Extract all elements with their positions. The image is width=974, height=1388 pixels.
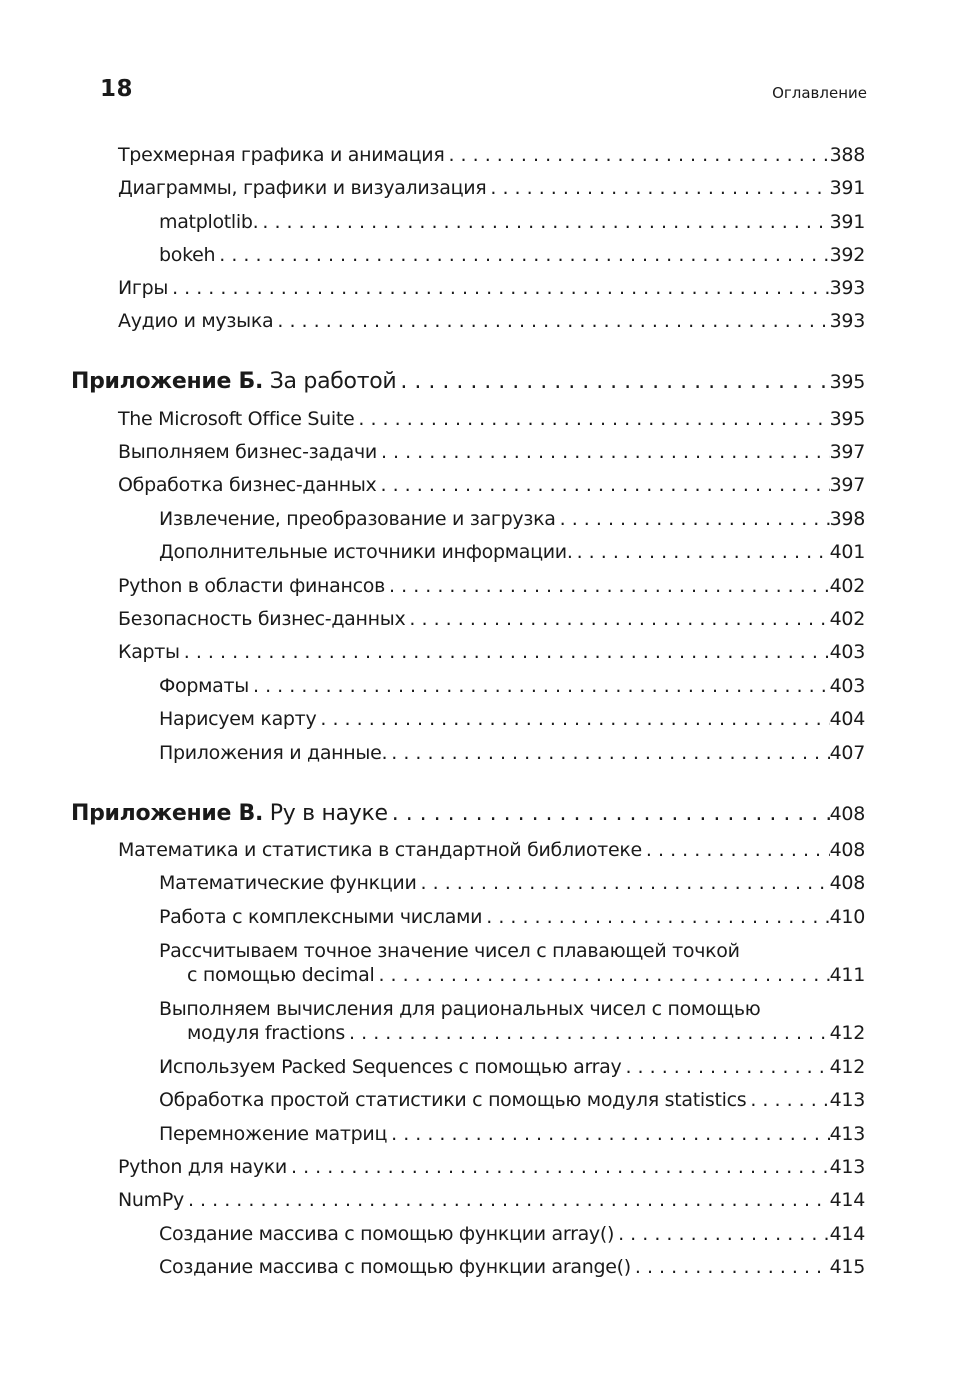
toc-entry-page: 403: [829, 641, 865, 663]
toc-entry-page: 413: [829, 1156, 865, 1178]
toc-entry-title-line1: Выполняем вычисления для рациональных чисел с помощью: [159, 998, 761, 1020]
toc-entry-page: 398: [829, 508, 865, 530]
toc-entry-page: 413: [829, 1089, 865, 1111]
toc-entry-title: Диаграммы, графики и визуализация: [118, 177, 487, 199]
toc-entry-title: Обработка бизнес-данных: [118, 474, 377, 496]
toc-entry-page: 395: [829, 371, 865, 393]
toc-entry[interactable]: [118, 310, 865, 332]
toc-entry[interactable]: [118, 1189, 865, 1211]
toc-leader: [396, 369, 829, 394]
toc-entry-page: 393: [829, 310, 865, 332]
toc-chapter-label: Приложение Б.: [71, 369, 264, 394]
toc-entry-page: 413: [829, 1123, 865, 1145]
toc-leader: [621, 1056, 829, 1078]
toc-entry-title: Python в области финансов: [118, 575, 386, 597]
toc-chapter-b[interactable]: [71, 369, 865, 394]
toc-leader: [273, 310, 829, 332]
toc-entry-title: Обработка простой статистики с помощью модуля statistics: [159, 1089, 747, 1111]
toc-leader: [417, 872, 830, 894]
toc-chapter-title: [71, 369, 396, 394]
toc-entry-title: Математика и статистика в стандартной библиотеке: [118, 839, 642, 861]
toc-entry[interactable]: [118, 144, 865, 166]
toc-entry-page: 410: [829, 906, 865, 928]
toc-entry-page: 408: [829, 839, 865, 861]
toc-entry-page: 403: [829, 675, 865, 697]
toc-entry[interactable]: [159, 541, 865, 563]
toc-leader: [642, 839, 830, 861]
toc-entry[interactable]: [118, 277, 865, 299]
toc-entry-title-line1: Рассчитываем точное значение чисел с плавающей точкой: [159, 940, 740, 962]
toc-entry-title: Выполняем бизнес-задачи: [118, 441, 377, 463]
toc-entry[interactable]: [118, 177, 865, 199]
toc-leader: [631, 1256, 830, 1278]
toc-entry[interactable]: [159, 675, 865, 697]
toc-entry-title: Python для науки: [118, 1156, 287, 1178]
toc-leader: [377, 474, 830, 496]
toc-entry[interactable]: [159, 244, 865, 266]
toc-leader: [387, 1123, 830, 1145]
toc-entry-title: с помощью decimal: [187, 964, 375, 986]
toc-entry-page: 411: [829, 964, 865, 986]
toc-leader: [249, 675, 830, 697]
toc-entry-page: 397: [829, 474, 865, 496]
toc-entry-title: Извлечение, преобразование и загрузка: [159, 508, 556, 530]
toc-entry-title: The Microsoft Office Suite: [118, 408, 355, 430]
toc-entry-page: 395: [829, 408, 865, 430]
toc-entry[interactable]: [159, 906, 865, 928]
toc-chapter-c[interactable]: [71, 801, 865, 826]
toc-leader: [573, 541, 830, 563]
toc-leader: [180, 641, 830, 663]
running-head: Оглавление: [772, 84, 867, 102]
toc-leader: [287, 1156, 830, 1178]
toc-leader: [482, 906, 829, 928]
toc-leader: [374, 964, 829, 986]
toc-leader: [258, 211, 829, 233]
toc-entry-title: Используем Packed Sequences с помощью array: [159, 1056, 622, 1078]
toc-chapter-name: За работой: [269, 369, 397, 394]
toc-entry[interactable]: [159, 1056, 865, 1078]
toc-entry-page: 401: [829, 541, 865, 563]
toc-entry-title: Перемножение матриц: [159, 1123, 388, 1145]
toc-leader: [746, 1089, 829, 1111]
toc-leader: [486, 177, 829, 199]
toc-entry-page: 414: [829, 1223, 865, 1245]
toc-entry[interactable]: [118, 1156, 865, 1178]
toc-leader: [387, 742, 829, 764]
toc-leader: [385, 575, 830, 597]
toc-entry-title: NumPy: [118, 1189, 184, 1211]
toc-entry-page: 402: [829, 575, 865, 597]
toc-leader: [444, 144, 829, 166]
toc-leader: [556, 508, 830, 530]
toc-entry[interactable]: [118, 608, 865, 630]
toc-entry-page: 408: [829, 872, 865, 894]
toc-entry[interactable]: [159, 742, 865, 764]
toc-leader: [614, 1223, 830, 1245]
toc-entry-page: 393: [829, 277, 865, 299]
toc-entry[interactable]: [118, 441, 865, 463]
toc-entry-title: Трехмерная графика и анимация: [118, 144, 445, 166]
toc-entry-title: Математические функции: [159, 872, 417, 894]
toc-entry[interactable]: [118, 575, 865, 597]
toc-entry-title: Игры: [118, 277, 169, 299]
toc-entry[interactable]: [159, 1089, 865, 1111]
toc-entry[interactable]: [159, 1223, 865, 1245]
toc-leader: [345, 1022, 830, 1044]
toc-entry-page: 414: [829, 1189, 865, 1211]
toc-leader: [168, 277, 830, 299]
toc-entry-title: модуля fractions: [187, 1022, 346, 1044]
toc-chapter-label: Приложение В.: [71, 801, 264, 826]
toc-entry[interactable]: [118, 839, 865, 861]
toc-entry[interactable]: [159, 1123, 865, 1145]
toc-leader: [405, 608, 829, 630]
toc-chapter-title: [71, 801, 388, 826]
toc-entry-page: 412: [829, 1056, 865, 1078]
toc-entry[interactable]: [187, 1022, 865, 1044]
toc-entry-page: 392: [829, 244, 865, 266]
toc-entry[interactable]: [118, 641, 865, 663]
toc-entry-title: Дополнительные источники информации.: [159, 541, 573, 563]
toc-entry-page: 388: [829, 144, 865, 166]
toc-leader: [354, 408, 829, 430]
toc-entry-page: 391: [829, 177, 865, 199]
toc-entry[interactable]: [159, 872, 865, 894]
toc-entry-title: Создание массива с помощью функции arange(): [159, 1256, 631, 1278]
toc-entry-title: Безопасность бизнес-данных: [118, 608, 406, 630]
toc-leader: [184, 1189, 830, 1211]
toc-entry-title: Карты: [118, 641, 180, 663]
toc-entry-title: matplotlib.: [159, 211, 259, 233]
toc-chapter-name: Ру в науке: [269, 801, 388, 826]
toc-leader: [215, 244, 829, 266]
toc-entry-page: 402: [829, 608, 865, 630]
toc-entry[interactable]: [118, 474, 865, 496]
toc-leader: [377, 441, 830, 463]
toc-entry[interactable]: [159, 508, 865, 530]
toc-entry-page: 404: [829, 708, 865, 730]
toc-entry[interactable]: [187, 964, 865, 986]
toc-leader: [316, 708, 829, 730]
toc-entry-title: Форматы: [159, 675, 249, 697]
toc-entry-title: Аудио и музыка: [118, 310, 274, 332]
toc-leader: [388, 801, 830, 826]
toc-entry-page: 412: [829, 1022, 865, 1044]
toc-entry[interactable]: [159, 708, 865, 730]
toc-entry-title: Создание массива с помощью функции array(): [159, 1223, 615, 1245]
toc-entry-title: bokeh: [159, 244, 216, 266]
toc-entry-title: Нарисуем карту: [159, 708, 317, 730]
toc-entry-page: 397: [829, 441, 865, 463]
toc-entry-page: 407: [829, 742, 865, 764]
toc-entry-page: 415: [829, 1256, 865, 1278]
toc-entry[interactable]: [118, 408, 865, 430]
toc-entry[interactable]: [159, 1256, 865, 1278]
page-number: 18: [100, 76, 134, 102]
toc-entry-page: 408: [829, 803, 865, 825]
toc-entry-page: 391: [829, 211, 865, 233]
toc-entry-title: Приложения и данные.: [159, 742, 388, 764]
toc-entry[interactable]: [159, 211, 865, 233]
toc-entry-title: Работа с комплексными числами: [159, 906, 483, 928]
